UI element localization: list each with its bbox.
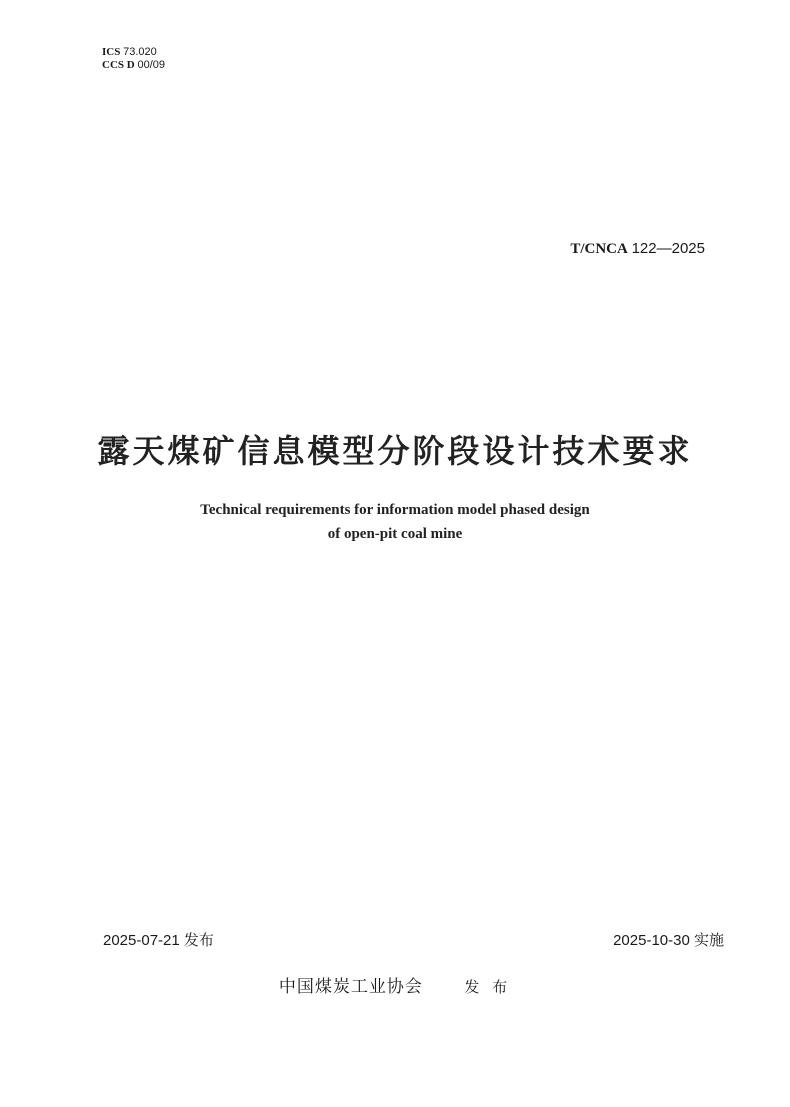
- ccs-label: CCS D: [102, 59, 135, 71]
- ics-code: 73.020: [123, 46, 157, 58]
- ics-label: ICS: [102, 46, 121, 58]
- issue-date: 2025-07-21 发布: [103, 932, 214, 949]
- document-title-english: [0, 498, 790, 546]
- standard-code: 122—2025: [631, 240, 705, 257]
- english-title-line-2: of open-pit coal mine: [327, 526, 463, 542]
- publisher-name: 中国煤炭工业协会: [278, 977, 423, 997]
- standard-prefix: T/CNCA: [570, 241, 628, 257]
- ics-line: [102, 46, 165, 59]
- classification-codes: [102, 46, 165, 72]
- implementation-date: 2025-10-30 实施: [613, 932, 724, 949]
- document-title-chinese: 露天煤矿信息模型分阶段设计技术要求: [97, 432, 693, 470]
- publisher-action: 发 布: [464, 978, 512, 996]
- ccs-code: 00/09: [137, 59, 165, 71]
- standard-number: [570, 240, 705, 258]
- publisher-line: [0, 972, 790, 997]
- ccs-line: [102, 59, 165, 72]
- english-title-line-1: Technical requirements for information model phased design: [200, 502, 590, 518]
